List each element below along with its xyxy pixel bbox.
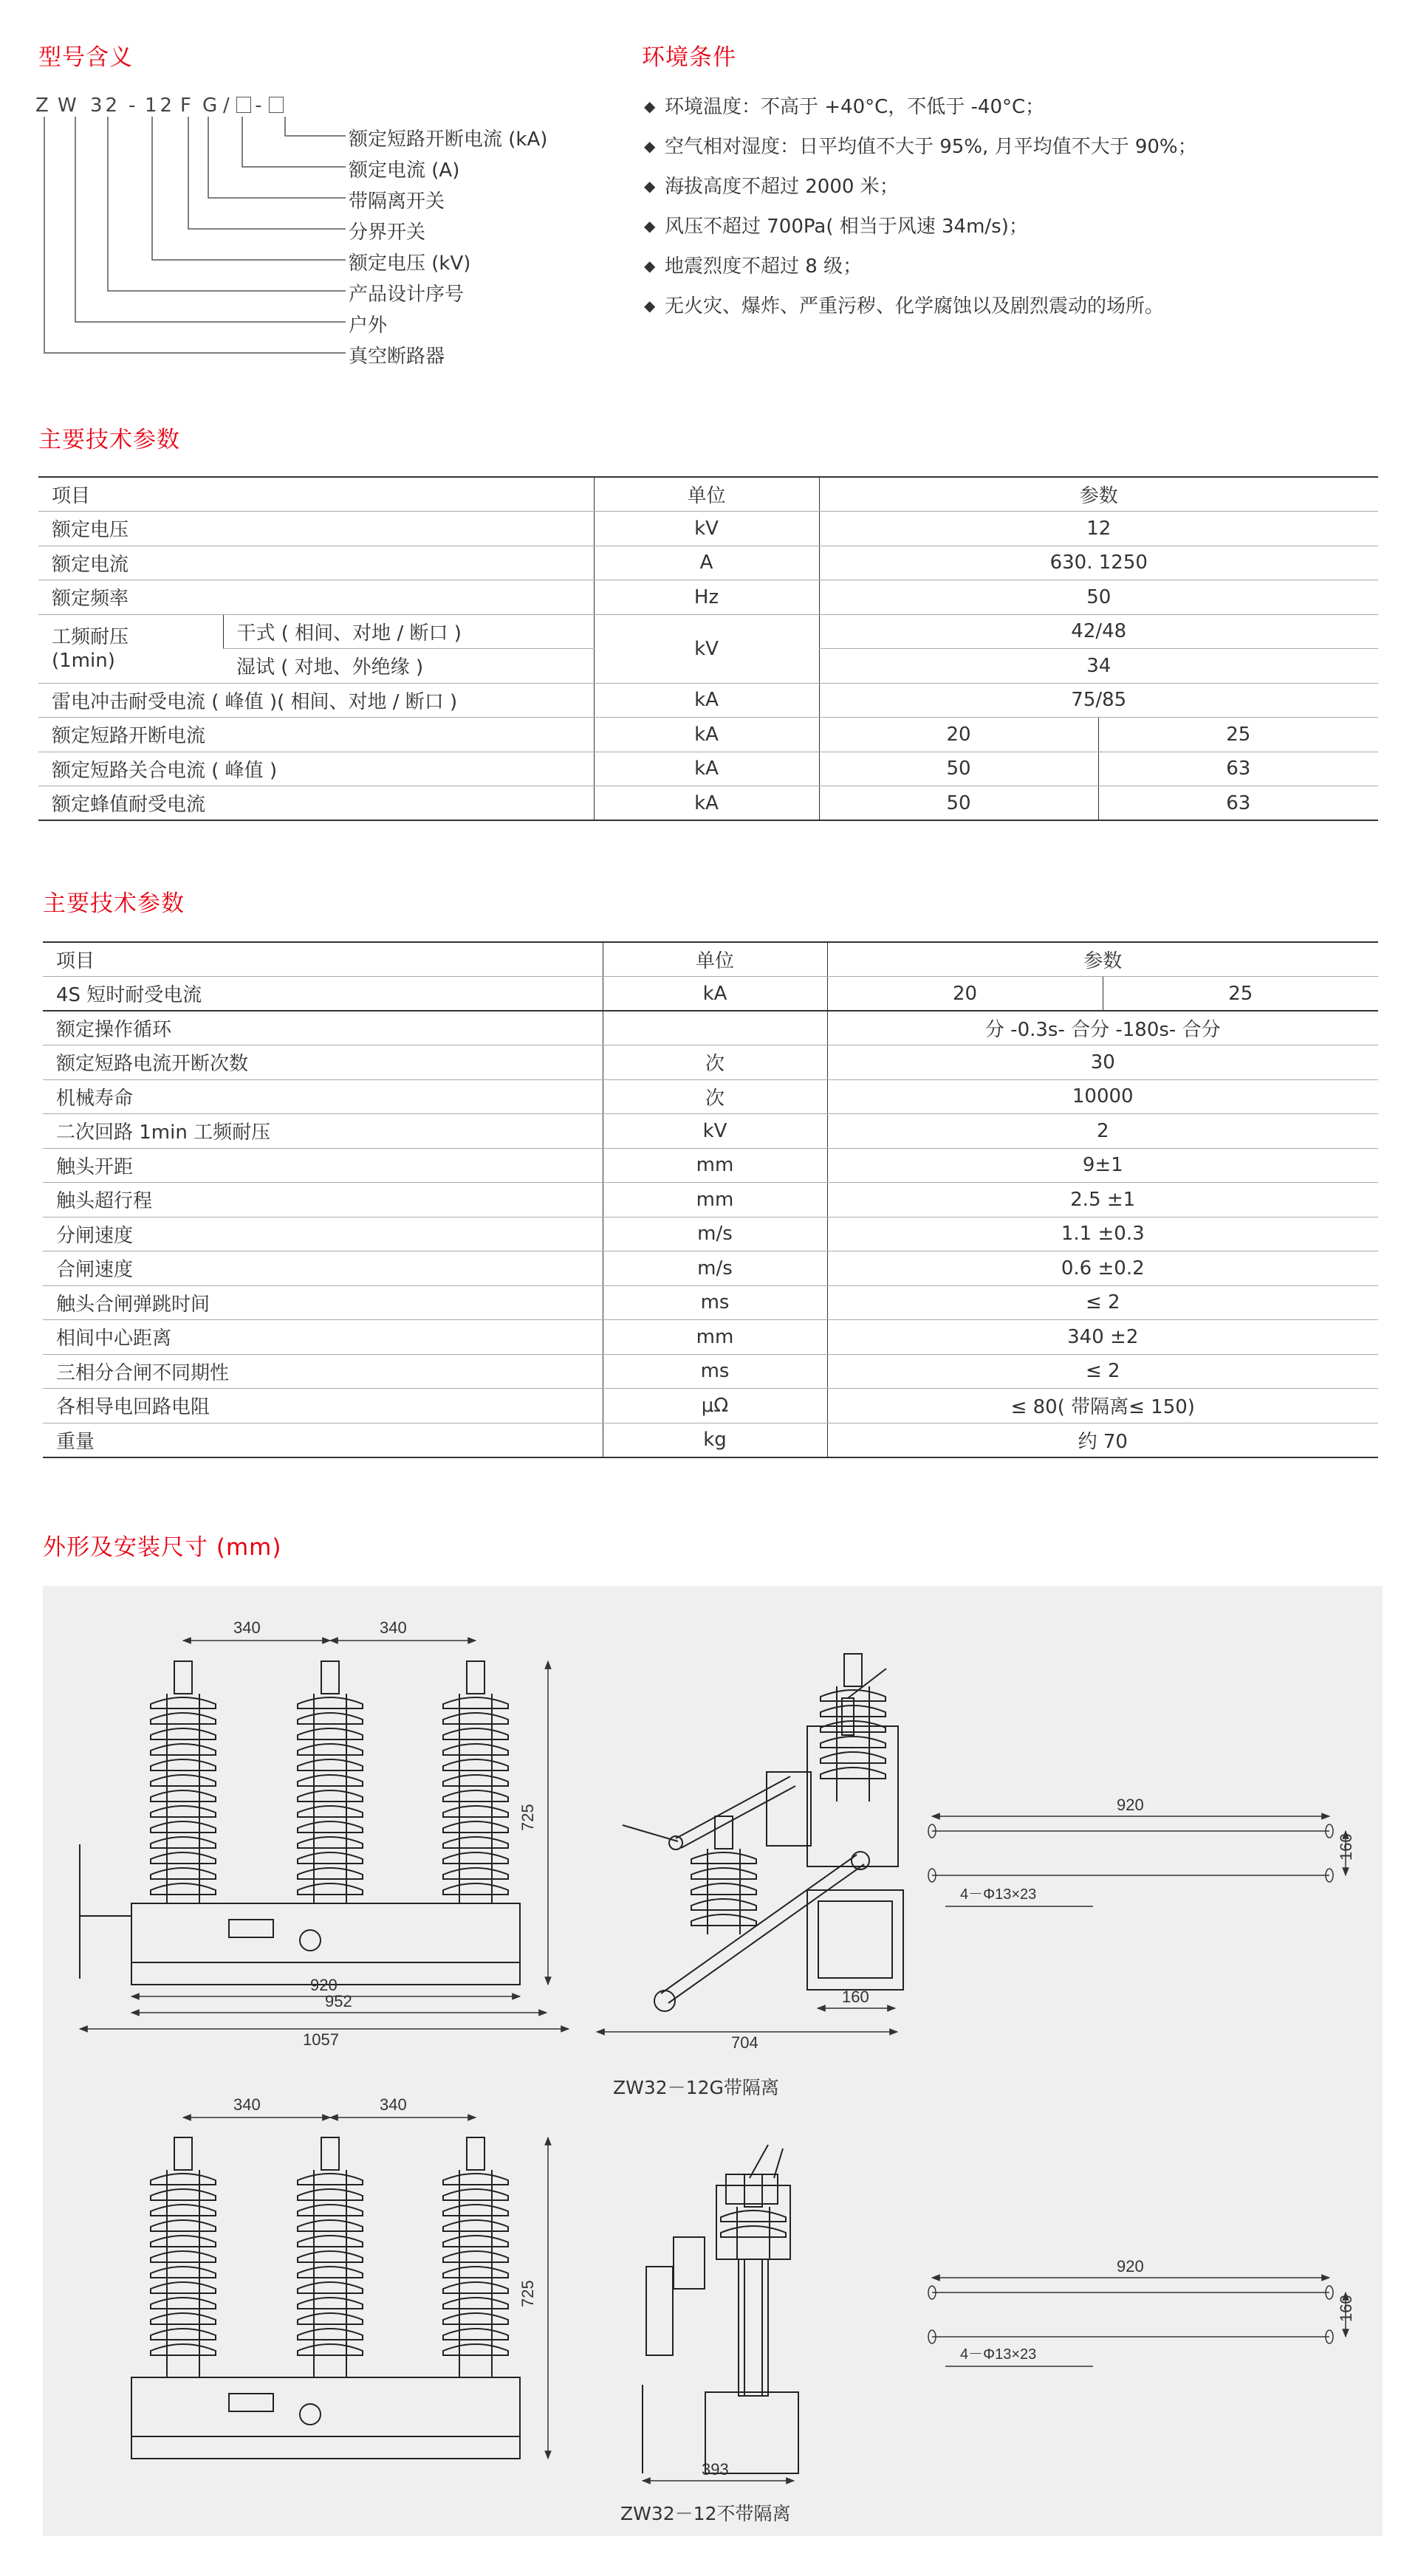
hole-callout: 4－Φ13×23 [960, 2346, 1037, 2363]
table-cell: kA [594, 683, 819, 718]
insulator-shed [298, 2174, 363, 2185]
table-cell: 约 70 [827, 1423, 1378, 1457]
table-cell: 34 [819, 649, 1378, 684]
table-cell: 25 [1103, 977, 1378, 1011]
dimension-label: 725 [518, 2280, 537, 2307]
table-cell: 42/48 [819, 614, 1378, 649]
insulator-shed [151, 1759, 216, 1770]
legend-item: 真空断路器 [349, 346, 445, 368]
table-cell: 额定电流 [38, 546, 594, 580]
table-cell: 9±1 [827, 1148, 1378, 1183]
table-cell: A [594, 546, 819, 580]
dimension-label: 340 [380, 2095, 407, 2114]
table-cell: 雷电冲击耐受电流 ( 峰值 )( 相间、对地 / 断口 ) [38, 683, 594, 718]
insulator-shed [298, 1713, 363, 1724]
terminal [844, 1654, 862, 1686]
code-part: - [255, 95, 265, 117]
env-item: ◆ 风压不超过 700Pa( 相当于风速 34m/s)； [644, 216, 1028, 238]
insulator-shed [151, 1728, 216, 1739]
table-cell: 额定短路电流开断次数 [43, 1045, 603, 1080]
legend-item: 产品设计序号 [349, 284, 465, 306]
model-section-title: 型号含义 [38, 44, 133, 71]
table-cell: 2.5 ±1 [827, 1183, 1378, 1217]
insulator-shed [298, 2220, 363, 2231]
table-cell: 额定蜂值耐受电流 [38, 786, 594, 821]
table-header: 项目 [38, 477, 594, 512]
table-header: 参数 [827, 942, 1378, 977]
insulator-shed [443, 1728, 508, 1739]
insulator-shed [443, 2251, 508, 2262]
legend-item: 分界开关 [349, 221, 426, 244]
insulator-shed [151, 1852, 216, 1864]
table-cell: 额定操作循环 [43, 1011, 603, 1045]
table-cell: kA [594, 718, 819, 752]
insulator-shed [151, 2251, 216, 2262]
table-cell: 分闸速度 [43, 1217, 603, 1251]
insulator-shed [151, 1806, 216, 1817]
insulator-shed [443, 1759, 508, 1770]
insulator-shed [298, 2282, 363, 2293]
table-cell: 合闸速度 [43, 1251, 603, 1286]
terminal [467, 1661, 484, 1694]
code-part: 12 [145, 95, 176, 117]
env-section-title: 环境条件 [642, 44, 736, 71]
terminal [744, 2174, 762, 2207]
code-part: F [180, 95, 194, 117]
insulator-shed [298, 1775, 363, 1786]
insulator-shed [151, 2267, 216, 2278]
table-cell: 机械寿命 [43, 1079, 603, 1114]
insulator-shed [443, 2205, 508, 2216]
table-cell: 63 [1098, 752, 1378, 786]
insulator-shed [151, 1837, 216, 1848]
insulator-shed [443, 2329, 508, 2340]
insulator-shed [298, 2313, 363, 2324]
insulator-shed [298, 1837, 363, 1848]
table-cell: 340 ±2 [827, 1320, 1378, 1355]
table-cell: 二次回路 1min 工频耐压 [43, 1114, 603, 1149]
env-item: ◆ 地震烈度不超过 8 级； [644, 255, 863, 278]
insulator-shed [151, 2298, 216, 2309]
insulator-shed [298, 2189, 363, 2200]
table-cell: 额定频率 [38, 580, 594, 615]
table-cell: Hz [594, 580, 819, 615]
insulator-shed [298, 2251, 363, 2262]
terminal [174, 2137, 192, 2170]
table-cell: mm [603, 1148, 827, 1183]
legend-item: 额定电压 (kV) [349, 253, 471, 275]
insulator-shed [151, 2313, 216, 2324]
caption-with-isolator: ZW32－12G带隔离 [613, 2077, 779, 2098]
legend-item: 户外 [349, 315, 388, 337]
insulator-shed [443, 1697, 508, 1708]
insulator-shed [298, 1744, 363, 1755]
table-cell: ms [603, 1354, 827, 1389]
table-cell: 触头开距 [43, 1148, 603, 1183]
insulator-shed [443, 1837, 508, 1848]
breaker-tank [131, 2377, 520, 2459]
insulator-shed [151, 2329, 216, 2340]
table-cell: ms [603, 1285, 827, 1320]
table-cell: 10000 [827, 1079, 1378, 1114]
legend-item: 额定短路开断电流 (kA) [349, 128, 548, 151]
insulator-shed [151, 1821, 216, 1833]
insulator-shed [298, 2267, 363, 2278]
insulator-shed [151, 2236, 216, 2247]
insulator-shed [443, 2313, 508, 2324]
insulator-shed [151, 2344, 216, 2355]
insulator-shed [298, 1821, 363, 1833]
table-cell: 2 [827, 1114, 1378, 1149]
insulator-shed [298, 2205, 363, 2216]
table-cell: 各相导电回路电阻 [43, 1389, 603, 1423]
mechanism-circle [300, 1930, 321, 1951]
dimension-label: 160 [1337, 1833, 1355, 1861]
table-cell: 4S 短时耐受电流 [43, 977, 603, 1011]
table-cell: m/s [603, 1251, 827, 1286]
dimension-label: 725 [518, 1804, 537, 1831]
code-part: Z [35, 95, 52, 117]
insulator-shed [443, 2282, 508, 2293]
insulator-shed [298, 2236, 363, 2247]
table-cell: 分 -0.3s- 合分 -180s- 合分 [827, 1011, 1378, 1045]
table-cell: 50 [819, 752, 1098, 786]
insulator-shed [443, 1775, 508, 1786]
table-cell: m/s [603, 1217, 827, 1251]
insulator-shed [443, 1713, 508, 1724]
table-cell: 次 [603, 1079, 827, 1114]
dimension-label: 340 [380, 1618, 407, 1637]
insulator-shed [298, 1852, 363, 1864]
insulator-shed [691, 1852, 756, 1864]
dimension-label: 704 [731, 2033, 758, 2052]
dimension-label: 920 [310, 1976, 338, 1994]
code-part: W [58, 95, 80, 117]
table-cell: 12 [819, 512, 1378, 546]
insulator-shed [721, 2226, 786, 2237]
insulator-shed [151, 1883, 216, 1895]
insulator-shed [151, 2282, 216, 2293]
table-header: 项目 [43, 942, 603, 977]
table-cell: 干式 ( 相间、对地 / 断口 ) [223, 614, 594, 649]
dimension-label: 160 [842, 1988, 869, 2006]
table-cell: 重量 [43, 1423, 603, 1457]
table-cell: kV [594, 512, 819, 546]
insulator-shed [443, 1852, 508, 1864]
insulator-shed [691, 1914, 756, 1926]
table-cell: 额定短路关合电流 ( 峰值 ) [38, 752, 594, 786]
insulator-shed [151, 2205, 216, 2216]
table-cell: mm [603, 1183, 827, 1217]
dimension-label: 920 [1117, 2257, 1144, 2276]
table-cell: 触头合闸弹跳时间 [43, 1285, 603, 1320]
table-cell: 50 [819, 580, 1378, 615]
insulator-shed [151, 1713, 216, 1724]
insulator-shed [298, 1697, 363, 1708]
table-header: 单位 [603, 942, 827, 977]
code-part: / [223, 95, 233, 117]
table-cell: kA [603, 977, 827, 1011]
insulator-shed [443, 1883, 508, 1895]
insulator-shed [443, 2220, 508, 2231]
table-cell: 50 [819, 786, 1098, 821]
code-part: G [202, 95, 221, 117]
insulator-shed [298, 1868, 363, 1879]
dimension-label: 1057 [303, 2030, 339, 2049]
insulator-shed [443, 1868, 508, 1879]
table1-title: 主要技术参数 [38, 427, 180, 453]
table-cell: kA [594, 786, 819, 821]
legend-item: 带隔离开关 [349, 190, 445, 213]
code-part: - [129, 95, 139, 117]
insulator-shed [151, 1697, 216, 1708]
insulator-shed [821, 1737, 886, 1748]
terminal [321, 2137, 339, 2170]
insulator-shed [721, 2211, 786, 2222]
insulator-shed [298, 1790, 363, 1802]
env-item: ◆ 无火灾、爆炸、严重污秽、化学腐蚀以及剧烈震动的场所。 [644, 295, 1165, 317]
table-cell: 工频耐压 (1min) [38, 614, 223, 683]
insulator-shed [443, 1744, 508, 1755]
table-cell: 20 [827, 977, 1103, 1011]
insulator-shed [151, 2174, 216, 2185]
insulator-shed [151, 1775, 216, 1786]
table-cell: 0.6 ±0.2 [827, 1251, 1378, 1286]
table-cell: 1.1 ±0.3 [827, 1217, 1378, 1251]
dimension-label: 340 [233, 2095, 261, 2114]
insulator-shed [298, 1806, 363, 1817]
insulator-shed [443, 2189, 508, 2200]
table-cell: mm [603, 1320, 827, 1355]
insulator-shed [821, 1768, 886, 1779]
table-cell: 触头超行程 [43, 1183, 603, 1217]
table-cell: 30 [827, 1045, 1378, 1080]
table-header: 参数 [819, 477, 1378, 512]
insulator-shed [821, 1752, 886, 1763]
table-cell: ≤ 2 [827, 1285, 1378, 1320]
insulator-shed [151, 2189, 216, 2200]
env-item: ◆ 海拔高度不超过 2000 米； [644, 176, 899, 198]
insulator-shed [151, 2220, 216, 2231]
legend-item: 额定电流 (A) [349, 159, 460, 182]
insulator-shed [151, 1790, 216, 1802]
insulator-shed [298, 1883, 363, 1895]
insulator-shed [298, 1759, 363, 1770]
mechanism-circle [300, 2404, 321, 2425]
table-cell: 20 [819, 718, 1098, 752]
breaker-tank [131, 1903, 520, 1985]
table-cell: kA [594, 752, 819, 786]
insulator-shed [298, 2329, 363, 2340]
table-cell: kg [603, 1423, 827, 1457]
insulator-shed [443, 2174, 508, 2185]
table-cell: 湿试 ( 对地、外绝缘 ) [223, 649, 594, 684]
table-cell: ≤ 2 [827, 1354, 1378, 1389]
dimension-label: 393 [702, 2460, 729, 2479]
table-header: 单位 [594, 477, 819, 512]
dimension-label: 952 [325, 1992, 352, 2010]
dimension-label: 340 [233, 1618, 261, 1637]
table-cell: 次 [603, 1045, 827, 1080]
table-cell: 630. 1250 [819, 546, 1378, 580]
terminal [174, 1661, 192, 1694]
insulator-shed [443, 1806, 508, 1817]
insulator-shed [443, 2298, 508, 2309]
hole-callout: 4－Φ13×23 [960, 1886, 1037, 1903]
insulator-shed [151, 1744, 216, 1755]
insulator-shed [298, 2298, 363, 2309]
env-item: ◆ 空气相对湿度：日平均值不大于 95%, 月平均值不大于 90%； [644, 136, 1197, 158]
insulator-shed [691, 1883, 756, 1895]
terminal [467, 2137, 484, 2170]
caption-without-isolator: ZW32－12不带隔离 [620, 2503, 791, 2524]
insulator-shed [443, 2344, 508, 2355]
code-part: 32 [90, 95, 121, 117]
dimension-label: 920 [1117, 1796, 1144, 1814]
table-cell: ≤ 80( 带隔离≤ 150) [827, 1389, 1378, 1423]
table-cell: kV [594, 614, 819, 683]
insulator-shed [151, 1868, 216, 1879]
table-cell: 额定电压 [38, 512, 594, 546]
insulator-shed [443, 2267, 508, 2278]
insulator-shed [443, 2236, 508, 2247]
table-cell: 63 [1098, 786, 1378, 821]
dimension-label: 160 [1337, 2295, 1355, 2322]
table-cell: μΩ [603, 1389, 827, 1423]
table-cell: 三相分合闸不同期性 [43, 1354, 603, 1389]
table-cell: 75/85 [819, 683, 1378, 718]
insulator-shed [443, 1821, 508, 1833]
insulator-shed [443, 1790, 508, 1802]
mechanism-part [229, 1920, 273, 1937]
drawing-title: 外形及安装尺寸 (mm) [43, 1534, 282, 1561]
table-cell: 相间中心距离 [43, 1320, 603, 1355]
table2-title: 主要技术参数 [43, 890, 185, 917]
table-cell: 额定短路开断电流 [38, 718, 594, 752]
table-cell: 25 [1098, 718, 1378, 752]
mechanism-part [229, 2394, 273, 2411]
insulator-shed [691, 1868, 756, 1879]
table-cell: kV [603, 1114, 827, 1149]
insulator-shed [298, 1728, 363, 1739]
terminal [321, 1661, 339, 1694]
env-item: ◆ 环境温度：不高于 +40°C，不低于 -40°C； [644, 96, 1045, 118]
insulator-shed [691, 1899, 756, 1910]
insulator-shed [298, 2344, 363, 2355]
